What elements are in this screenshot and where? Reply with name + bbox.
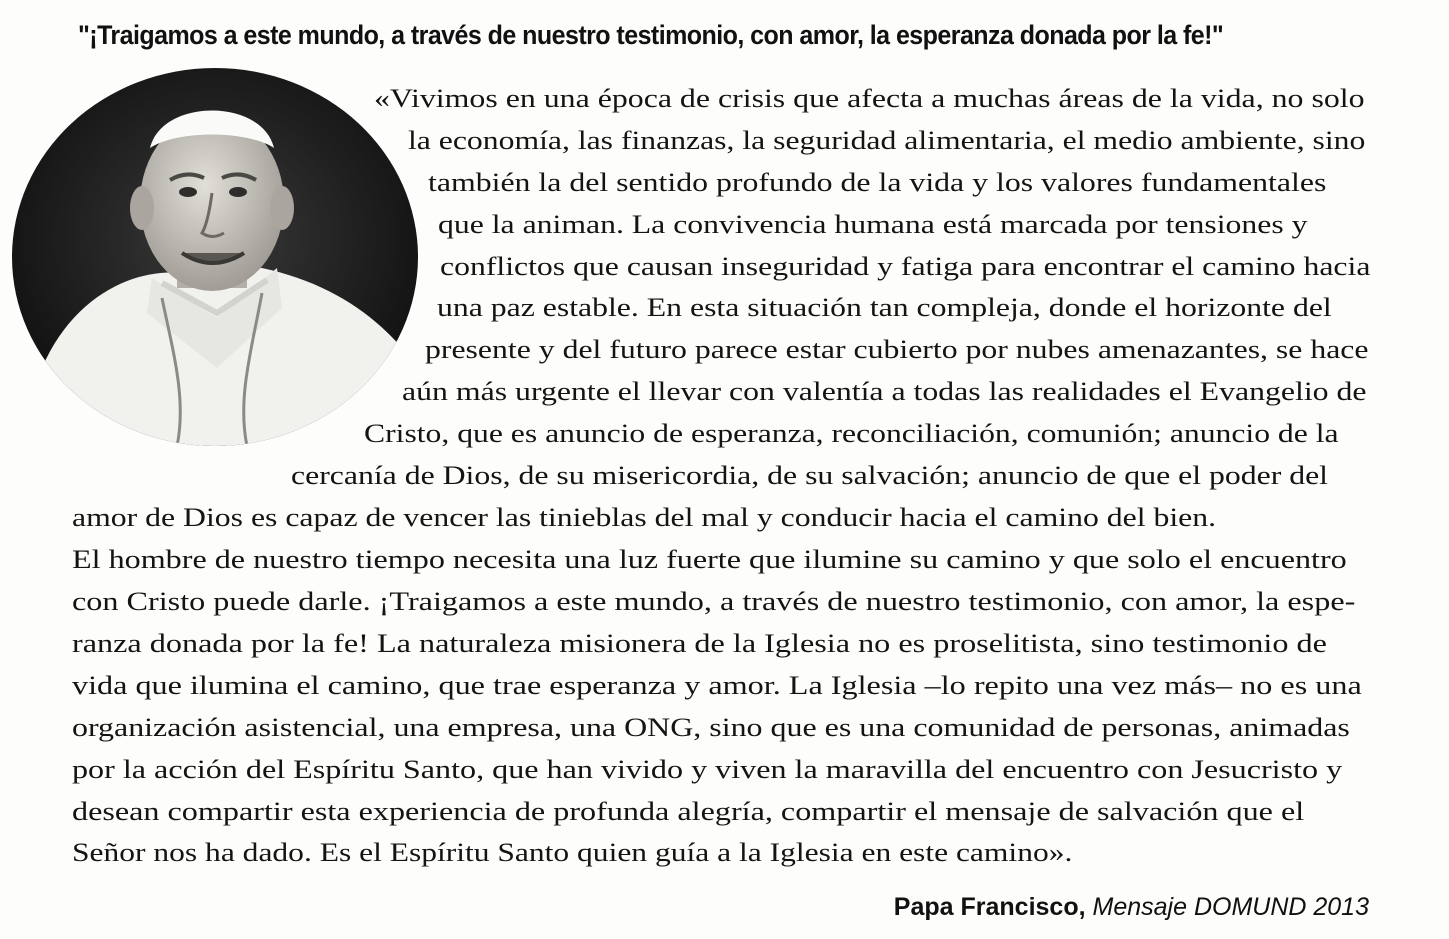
body-line-4: que la animan. La convivencia humana está marcada por tensiones y — [438, 210, 1308, 239]
body-line-13: con Cristo puede darle. ¡Traigamos a este mundo, a través de nuestro testimonio, con amor, la espe- — [72, 587, 1356, 616]
body-line-11: amor de Dios es capaz de vencer las tinieblas del mal y conducir hacia el camino del bien. — [72, 503, 1217, 532]
body-line-18: desean compartir esta experiencia de profunda alegría, compartir el mensaje de salvación que el — [72, 797, 1305, 826]
body-line-15: vida que ilumina el camino, que trae esperanza y amor. La Iglesia –lo repito una vez más– no es una — [72, 671, 1362, 700]
body-line-10: cercanía de Dios, de su misericordia, de su salvación; anuncio de que el poder del — [291, 461, 1329, 490]
pope-portrait-icon — [12, 68, 418, 446]
body-line-19: Señor nos ha dado. Es el Espíritu Santo quien guía a la Iglesia en este camino». — [72, 838, 1073, 867]
signature-author: Papa Francisco, — [893, 893, 1086, 921]
signature-source: Mensaje DOMUND 2013 — [1092, 893, 1369, 921]
body-line-3: también la del sentido profundo de la vida y los valores fundamentales — [428, 168, 1327, 197]
body-line-7: presente y del futuro parece estar cubierto por nubes amenazantes, se hace — [425, 335, 1369, 364]
headline-quote: "¡Traigamos a este mundo, a través de nuestro testimonio, con amor, la esperanza donada por la fe!" — [78, 20, 1224, 50]
body-line-1: «Vivimos en una época de crisis que afecta a muchas áreas de la vida, no solo — [374, 84, 1365, 113]
body-line-12: El hombre de nuestro tiempo necesita una luz fuerte que ilumine su camino y que solo el encuentro — [72, 545, 1347, 574]
body-line-5: conflictos que causan inseguridad y fatiga para encontrar el camino hacia — [440, 252, 1371, 281]
body-line-16: organización asistencial, una empresa, una ONG, sino que es una comunidad de personas, animadas — [72, 713, 1350, 742]
body-line-9: Cristo, que es anuncio de esperanza, reconciliación, comunión; anuncio de la — [364, 419, 1339, 448]
body-line-17: por la acción del Espíritu Santo, que han vivido y viven la maravilla del encuentro con Jesucristo y — [72, 755, 1343, 784]
body-line-14: ranza donada por la fe! La naturaleza misionera de la Iglesia no es proselitista, sino testimonio de — [72, 629, 1327, 658]
signature — [894, 893, 1369, 922]
body-line-8: aún más urgente el llevar con valentía a todas las realidades el Evangelio de — [402, 377, 1367, 406]
body-line-6: una paz estable. En esta situación tan compleja, donde el horizonte del — [437, 293, 1332, 322]
body-line-2: la economía, las finanzas, la seguridad alimentaria, el medio ambiente, sino — [408, 126, 1366, 155]
